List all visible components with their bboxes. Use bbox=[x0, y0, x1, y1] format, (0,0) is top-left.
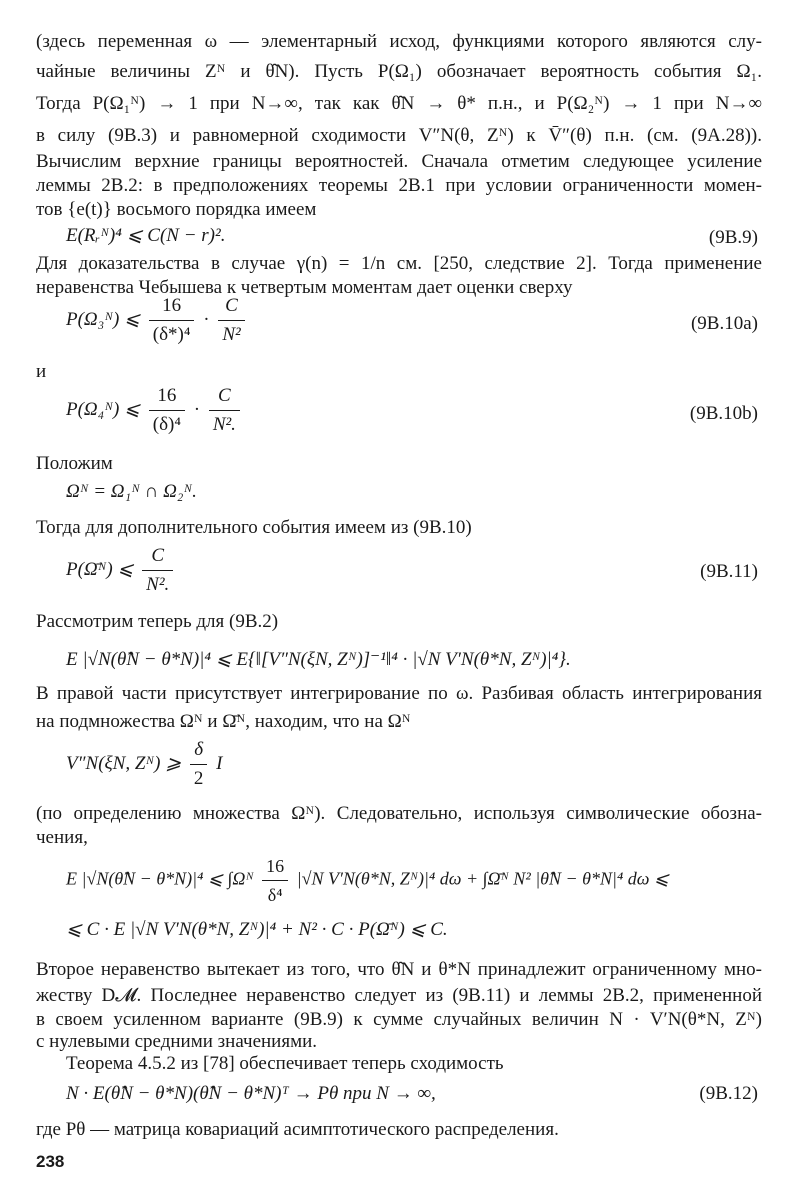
denominator: (δ)⁴ bbox=[152, 414, 181, 435]
numerator: C bbox=[218, 294, 244, 321]
equation-label-9B11: (9B.11) bbox=[700, 561, 758, 582]
equation-hessian-bound bbox=[66, 738, 222, 791]
text-line-rass: Рассмотрим теперь для (9B.2) bbox=[36, 611, 279, 632]
eq-9B10a-lhs: P(Ω₃ᴺ) ⩽ bbox=[66, 308, 140, 330]
page-number: 238 bbox=[36, 1152, 65, 1171]
text-line-dop: Тогда для дополнительного события имеем из (9B.10) bbox=[36, 517, 472, 538]
text-and: и bbox=[36, 361, 47, 382]
dot-operator: · bbox=[203, 308, 210, 330]
text-line-6: леммы 2В.2: в предположениях теоремы 2В.1 при условии ограниченности момен- bbox=[36, 175, 762, 196]
text-line-13: чения, bbox=[36, 827, 88, 848]
numerator: 16 bbox=[262, 854, 288, 881]
eq-9B11-lhs: P(Ω̄ᴺ) ⩽ bbox=[66, 558, 134, 580]
text-line-9: неравенства Чебышева к четвертым моментам дает оценки сверху bbox=[36, 277, 573, 298]
equation-expectation-bound: E |√N(θ̂N − θ*N)|⁴ ⩽ E{‖[V″N(ξN, Zᴺ)]⁻¹‖⁴ · |√N V′N(θ*N, Zᴺ)|⁴}. bbox=[66, 649, 571, 670]
eq-long1-rhs: |√N V′N(θ*N, Zᴺ)|⁴ dω + ∫Ω̄ᴺ N² |θ̂N − θ*N|⁴ dω ⩽ bbox=[296, 868, 669, 889]
equation-long-inequality-2: ⩽ C · E |√N V′N(θ*N, Zᴺ)|⁴ + N² · C · P(Ω̄ᴺ) ⩽ C. bbox=[66, 919, 448, 940]
text-line-theorem: Теорема 4.5.2 из [78] обеспечивает теперь сходимость bbox=[66, 1053, 504, 1074]
fraction bbox=[218, 294, 244, 347]
fraction bbox=[149, 294, 195, 347]
text-line-1: (здесь переменная ω — элементарный исход, функциями которого являются слу- bbox=[36, 31, 762, 52]
text-line-10: В правой части присутствует интегрирование по ω. Разбивая область интегрирования bbox=[36, 683, 762, 704]
text-polozhim: Положим bbox=[36, 453, 113, 474]
text-line-4: в силу (9В.3) и равномерной сходимости V″N(θ, Zᴺ) к V̄″(θ) п.н. (см. (9А.28)). bbox=[36, 125, 762, 146]
numerator: δ bbox=[190, 738, 208, 765]
equation-9B10b bbox=[66, 384, 244, 437]
denominator: (δ*)⁴ bbox=[152, 324, 191, 345]
fraction bbox=[142, 544, 173, 597]
text-line-7: тов {e(t)} восьмого порядка имеем bbox=[36, 199, 317, 220]
text-line-3: Тогда P(Ω₁ᴺ) → 1 при N→∞, так как θ̂N → θ* п.н., и P(Ω₂ᴺ) → 1 при N→∞ bbox=[36, 93, 762, 114]
text-line-15: жеству D𝓜. Последнее неравенство следует из (9B.11) и леммы 2B.2, примененной bbox=[36, 985, 762, 1006]
equation-9B9: E(Rᵣᴺ)⁴ ⩽ C(N − r)². bbox=[66, 225, 226, 246]
denominator: 2 bbox=[193, 768, 204, 789]
fraction bbox=[190, 738, 208, 791]
denominator: N². bbox=[146, 574, 170, 595]
equation-label-9B9: (9B.9) bbox=[708, 227, 758, 248]
eq-hessian-lhs: V″N(ξN, Zᴺ) ⩾ bbox=[66, 752, 182, 774]
denominator: δ⁴ bbox=[267, 885, 283, 905]
denominator: N² bbox=[222, 324, 241, 345]
text-line-5: Вычислим верхние границы вероятностей. Сначала отметим следующее усиление bbox=[36, 151, 762, 172]
equation-label-9B10b: (9B.10b) bbox=[689, 403, 758, 424]
identity-matrix: I bbox=[216, 752, 223, 774]
numerator: 16 bbox=[149, 384, 185, 411]
fraction bbox=[262, 854, 288, 907]
numerator: C bbox=[209, 384, 240, 411]
text-line-last: где Pθ — матрица ковариаций асимптотического распределения. bbox=[36, 1119, 559, 1140]
equation-long-inequality-1 bbox=[66, 854, 669, 907]
equation-label-9B12: (9B.12) bbox=[699, 1083, 758, 1104]
text-line-2: чайные величины Zᴺ и θ̂N). Пусть P(Ω₁) обозначает вероятность события Ω₁. bbox=[36, 61, 762, 82]
denominator: N². bbox=[212, 414, 236, 435]
fraction bbox=[209, 384, 240, 437]
dot-operator: · bbox=[193, 398, 201, 420]
equation-9B11 bbox=[66, 544, 177, 597]
fraction bbox=[149, 384, 185, 437]
equation-9B10a bbox=[66, 294, 249, 347]
text-line-16: в своем усиленном варианте (9B.9) к сумме случайных величин N · V′N(θ*N, Zᴺ) bbox=[36, 1009, 762, 1030]
eq-9B10b-lhs: P(Ω₄ᴺ) ⩽ bbox=[66, 398, 140, 420]
eq-long1-lhs: E |√N(θ̂N − θ*N)|⁴ ⩽ ∫Ωᴺ bbox=[66, 868, 254, 889]
text-line-11: на подмножества Ωᴺ и Ω̄ᴺ, находим, что на Ωᴺ bbox=[36, 711, 411, 732]
equation-9B12: N · E(θ̂N − θ*N)(θ̂N − θ*N)ᵀ → Pθ при N → ∞, bbox=[66, 1083, 436, 1104]
text-line-12: (по определению множества Ωᴺ). Следовательно, используя символические обозна- bbox=[36, 803, 762, 824]
text-line-8: Для доказательства в случае γ(n) = 1/n см. [250, следствие 2]. Тогда применение bbox=[36, 253, 762, 274]
numerator: 16 bbox=[149, 294, 195, 321]
numerator: C bbox=[142, 544, 173, 571]
text-line-17: с нулевыми средними значениями. bbox=[36, 1031, 318, 1052]
text-line-14: Второе неравенство вытекает из того, что θ̂N и θ*N принадлежит ограниченному мно- bbox=[36, 959, 762, 980]
equation-omega-def: Ωᴺ = Ω₁ᴺ ∩ Ω₂ᴺ. bbox=[66, 481, 197, 502]
equation-label-9B10a: (9B.10a) bbox=[690, 313, 758, 334]
